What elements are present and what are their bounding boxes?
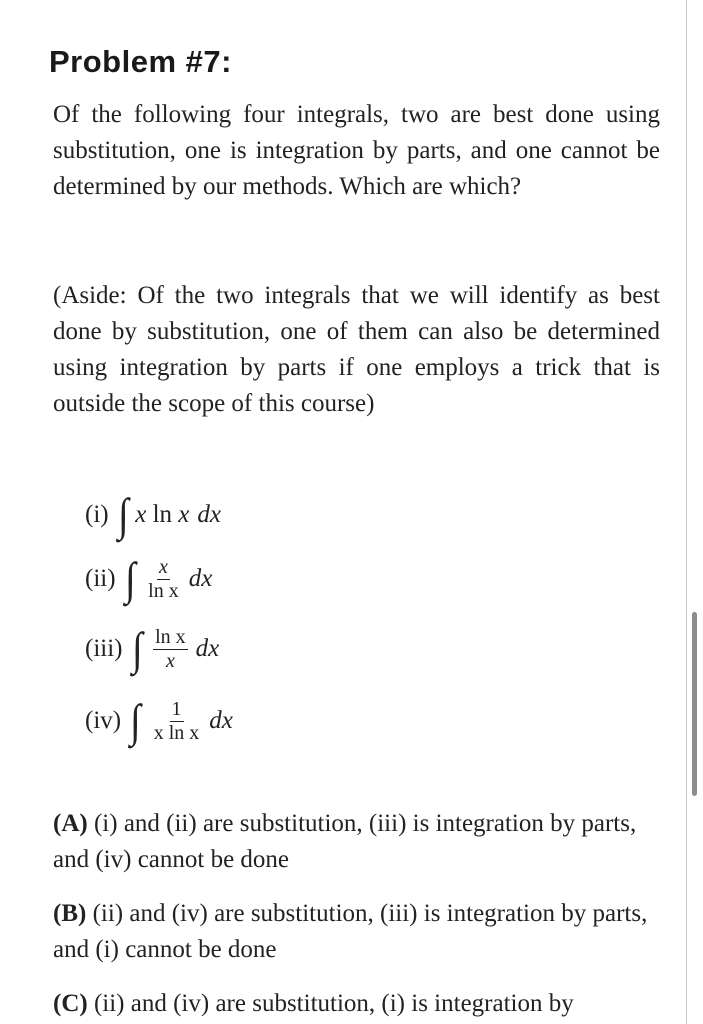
answer-text: (ii) and (iv) are substitution, (iii) is integration by parts, and (i) cannot be done bbox=[53, 900, 648, 963]
denominator: x ln x bbox=[153, 721, 200, 744]
numerator: 1 bbox=[171, 697, 182, 720]
integral-sign-icon: ∫ bbox=[117, 489, 129, 540]
denominator: ln x bbox=[148, 579, 179, 602]
denominator: x bbox=[165, 649, 175, 672]
page-border bbox=[686, 0, 687, 1024]
fraction bbox=[152, 699, 202, 744]
integral-label: (iv) bbox=[85, 707, 122, 734]
vertical-scrollbar[interactable] bbox=[692, 612, 697, 796]
integral-sign-icon: ∫ bbox=[131, 623, 143, 674]
integral-sign-icon: ∫ bbox=[124, 553, 136, 604]
answer-letter: (C) bbox=[53, 990, 88, 1017]
answer-letter: (A) bbox=[53, 810, 88, 837]
integral-iv bbox=[85, 695, 233, 746]
integral-label: (iii) bbox=[85, 635, 123, 662]
fraction bbox=[153, 627, 188, 672]
problem-title: Problem #7: bbox=[49, 44, 232, 79]
integral-ii bbox=[85, 553, 213, 604]
fraction bbox=[146, 557, 181, 602]
numerator: x bbox=[158, 555, 168, 578]
differential: dx bbox=[209, 707, 233, 734]
numerator: ln x bbox=[155, 625, 186, 648]
problem-statement: Of the following four integrals, two are best done using substitution, one is integration by parts, and one cannot be determined by our methods. Which are which? bbox=[53, 101, 660, 200]
expr-x: x bbox=[135, 501, 147, 528]
integral-sign-icon: ∫ bbox=[130, 695, 141, 746]
differential: dx bbox=[188, 565, 213, 592]
integral-i bbox=[85, 489, 221, 540]
answer-text: (ii) and (iv) are substitution, (i) is integration by bbox=[87, 990, 574, 1017]
differential: dx bbox=[195, 635, 220, 662]
answer-option-a[interactable] bbox=[53, 806, 673, 878]
answer-option-b[interactable] bbox=[53, 896, 673, 968]
expr-ln: ln bbox=[146, 501, 179, 528]
integral-label: (i) bbox=[85, 501, 109, 528]
differential: dx bbox=[197, 501, 221, 528]
expr-x2: x bbox=[178, 501, 190, 528]
answer-text: (i) and (ii) are substitution, (iii) is integration by parts, and (iv) cannot be done bbox=[53, 810, 637, 873]
problem-aside: (Aside: Of the two integrals that we will identify as best done by substitution, one of them can also be determined using integration by parts if one employs a trick that is outside the scope of this course) bbox=[53, 282, 660, 417]
answer-letter: (B) bbox=[53, 900, 87, 927]
integral-iii bbox=[85, 623, 220, 674]
integral-label: (ii) bbox=[85, 565, 116, 592]
answer-option-c[interactable] bbox=[53, 986, 673, 1022]
